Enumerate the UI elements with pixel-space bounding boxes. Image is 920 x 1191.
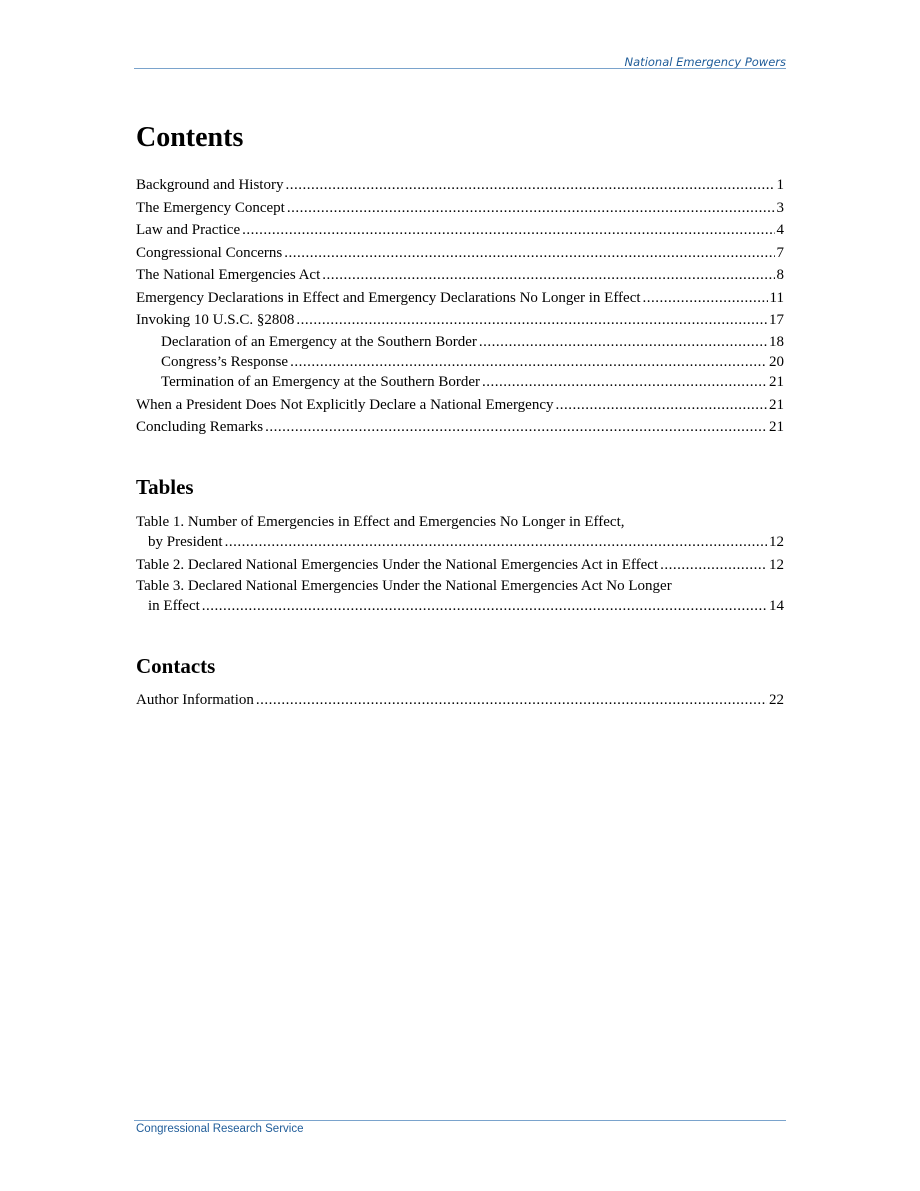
toc-entry-title: Termination of an Emergency at the Southern Border [161, 373, 480, 390]
toc-entry-page: 4 [776, 222, 784, 238]
contents-heading: Contents [136, 122, 244, 153]
dot-leader [202, 596, 767, 616]
dot-leader [482, 372, 767, 392]
toc-entry-title: The Emergency Concept [136, 199, 285, 216]
dot-leader [643, 287, 768, 310]
dot-leader [284, 242, 774, 265]
dot-leader [287, 197, 775, 220]
toc-entry-page: 14 [769, 598, 784, 614]
toc-entry-title: Author Information [136, 692, 254, 708]
header-divider [134, 68, 786, 69]
toc-entry-page: 21 [769, 373, 784, 390]
dot-leader [290, 352, 767, 372]
toc-entry-title: The National Emergencies Act [136, 267, 321, 283]
dot-leader [265, 416, 767, 439]
toc-entry-title-line2: in Effect [148, 598, 200, 614]
toc-entry-concluding-remarks[interactable] [136, 416, 784, 439]
toc-subentry-congress-response[interactable] [136, 352, 784, 372]
dot-leader [660, 554, 767, 577]
toc-entry-table-3[interactable] [136, 576, 784, 616]
dot-leader [285, 174, 774, 197]
dot-leader [256, 689, 767, 712]
toc-entry-page: 3 [776, 199, 784, 216]
toc-entry-emergency-declarations[interactable] [136, 287, 784, 310]
contacts-heading: Contacts [136, 654, 216, 678]
toc-entry-page: 7 [776, 244, 784, 261]
table-of-contents [136, 124, 784, 712]
toc-entry-page: 21 [769, 419, 784, 435]
dot-leader [556, 394, 768, 417]
dot-leader [296, 309, 767, 332]
toc-entry-title: Invoking 10 U.S.C. §2808 [136, 312, 295, 328]
toc-entry-title-line2: by President [148, 533, 223, 550]
contents-list [136, 174, 784, 439]
toc-entry-page: 21 [769, 396, 784, 413]
contacts-list [136, 689, 784, 712]
toc-entry-title: When a President Does Not Explicitly Declare a National Emergency [136, 396, 554, 413]
toc-entry-table-2[interactable] [136, 554, 784, 577]
toc-entry-not-explicitly-declared[interactable] [136, 394, 784, 417]
toc-entry-table-1[interactable] [136, 512, 784, 552]
toc-entry-emergency-concept[interactable] [136, 197, 784, 220]
toc-subentry-southern-border-declaration[interactable] [136, 332, 784, 352]
footer-publisher: Congressional Research Service [136, 1123, 304, 1135]
toc-entry-title: Emergency Declarations in Effect and Emergency Declarations No Longer in Effect [136, 289, 641, 306]
tables-list [136, 512, 784, 617]
toc-entry-page: 17 [769, 312, 784, 328]
toc-subentry-termination[interactable] [136, 372, 784, 392]
toc-entry-title: Declaration of an Emergency at the Southern Border [161, 333, 477, 350]
toc-entry-title-line1: Table 3. Declared National Emergencies Under the National Emergencies Act No Longer [136, 578, 672, 594]
toc-entry-page: 18 [769, 333, 784, 350]
toc-entry-law-practice[interactable] [136, 219, 784, 242]
toc-entry-page: 20 [769, 353, 784, 370]
toc-entry-author-information[interactable] [136, 689, 784, 712]
toc-entry-title: Congress’s Response [161, 353, 289, 370]
toc-entry-background-history[interactable] [136, 174, 784, 197]
toc-entry-title: Concluding Remarks [136, 419, 264, 435]
toc-entry-title: Table 2. Declared National Emergencies Under the National Emergencies Act in Effect [136, 556, 659, 573]
dot-leader [322, 264, 774, 287]
toc-entry-title: Background and History [136, 177, 284, 193]
tables-heading: Tables [136, 474, 194, 499]
toc-entry-page: 12 [769, 556, 784, 573]
dot-leader [242, 219, 774, 242]
toc-entry-title: Law and Practice [136, 222, 241, 238]
footer-divider [134, 1120, 786, 1121]
toc-entry-title: Congressional Concerns [136, 244, 283, 261]
toc-entry-page: 11 [769, 289, 784, 306]
dot-leader [479, 332, 767, 352]
toc-entry-congressional-concerns[interactable] [136, 242, 784, 265]
toc-entry-page: 8 [776, 267, 784, 283]
dot-leader [225, 532, 767, 552]
toc-entry-page: 22 [769, 692, 784, 708]
toc-entry-title-line1: Table 1. Number of Emergencies in Effect and Emergencies No Longer in Effect, [136, 513, 625, 530]
toc-entry-page: 1 [776, 177, 784, 193]
toc-entry-national-emergencies-act[interactable] [136, 264, 784, 287]
toc-entry-page: 12 [769, 533, 784, 550]
running-header: National Emergency Powers [624, 55, 786, 69]
toc-entry-invoking-2808[interactable] [136, 309, 784, 332]
